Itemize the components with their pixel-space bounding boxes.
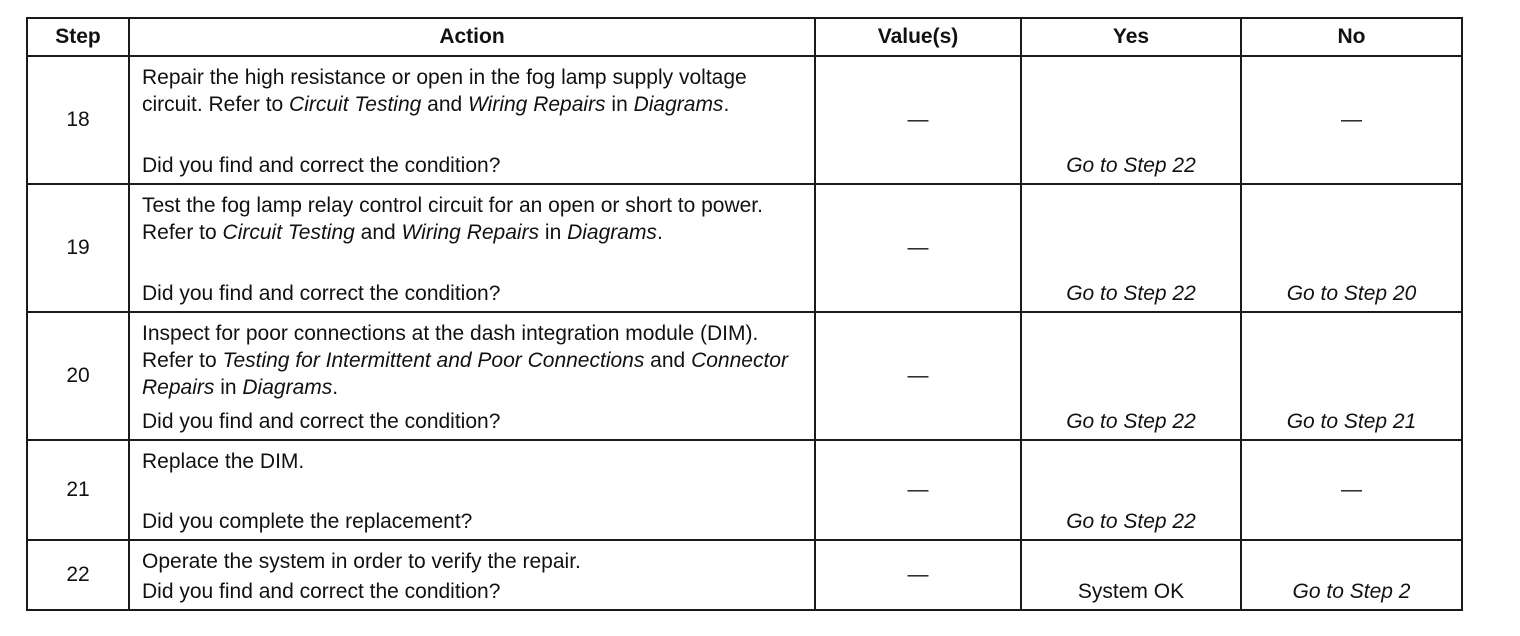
- reference-link: Circuit Testing: [222, 221, 355, 244]
- reference-link: Connector Repairs: [142, 349, 788, 399]
- header-action: Action: [129, 18, 815, 56]
- table-row: [27, 56, 1462, 184]
- values-cell: [815, 56, 1021, 184]
- diagnostic-table: [26, 17, 1463, 611]
- reference-link: Diagrams: [633, 93, 724, 116]
- action-description: Repair the high resistance or open in the fog lamp supply voltage circuit. Refer to Circuit Testing and Wiring Repairs in Diagrams.: [142, 66, 747, 116]
- reference-link: Diagrams: [567, 221, 657, 244]
- yes-cell: [1021, 184, 1241, 312]
- action-description: Inspect for poor connections at the dash integration module (DIM). Refer to Testing for Intermittent and Poor Connections and Connector Repairs in Diagrams.: [142, 322, 788, 399]
- step-number: 21: [27, 440, 129, 540]
- header-values: Value(s): [815, 18, 1021, 56]
- values-cell: [815, 540, 1021, 610]
- no-cell: [1241, 56, 1462, 184]
- empty-dash: —: [907, 563, 929, 586]
- empty-dash: —: [907, 478, 929, 501]
- header-yes: Yes: [1021, 18, 1241, 56]
- header-no: No: [1241, 18, 1462, 56]
- table-row: [27, 312, 1462, 440]
- yes-cell: [1021, 312, 1241, 440]
- table-row: [27, 184, 1462, 312]
- yes-result: Go to Step 22: [1066, 282, 1196, 305]
- reference-link: Wiring Repairs: [401, 221, 540, 244]
- values-cell: [815, 312, 1021, 440]
- yes-result: Go to Step 22: [1066, 510, 1196, 533]
- values-cell: [815, 184, 1021, 312]
- yes-cell: [1021, 540, 1241, 610]
- no-cell: [1241, 312, 1462, 440]
- action-question: Did you find and correct the condition?: [142, 154, 501, 177]
- reference-link: Wiring Repairs: [468, 93, 606, 116]
- no-result: Go to Step 2: [1292, 580, 1411, 603]
- reference-link: Diagrams: [242, 376, 333, 399]
- yes-cell: [1021, 56, 1241, 184]
- yes-result: Go to Step 22: [1066, 410, 1196, 433]
- reference-link: Testing for Intermittent and Poor Connections: [222, 349, 645, 372]
- header-row: [27, 18, 1462, 56]
- action-description: Operate the system in order to verify the repair.: [142, 550, 581, 573]
- table-row: [27, 440, 1462, 540]
- action-description: Replace the DIM.: [142, 450, 305, 473]
- action-cell: [129, 540, 815, 610]
- yes-result: Go to Step 22: [1066, 154, 1196, 177]
- empty-dash: —: [907, 108, 929, 131]
- no-result: Go to Step 20: [1286, 282, 1417, 305]
- action-question: Did you find and correct the condition?: [142, 580, 501, 603]
- step-number: 20: [27, 312, 129, 440]
- action-question: Did you complete the replacement?: [142, 510, 473, 533]
- action-question: Did you find and correct the condition?: [142, 282, 501, 305]
- no-result: Go to Step 21: [1286, 410, 1417, 433]
- step-number: 19: [27, 184, 129, 312]
- action-cell: [129, 56, 815, 184]
- table-row: [27, 540, 1462, 610]
- action-cell: [129, 184, 815, 312]
- empty-dash: —: [907, 236, 929, 259]
- header-step: Step: [27, 18, 129, 56]
- step-number: 22: [27, 540, 129, 610]
- reference-link: Circuit Testing: [289, 93, 422, 116]
- no-result: —: [1341, 478, 1362, 501]
- action-cell: [129, 312, 815, 440]
- yes-cell: [1021, 440, 1241, 540]
- action-question: Did you find and correct the condition?: [142, 410, 501, 433]
- no-cell: [1241, 440, 1462, 540]
- action-description: Test the fog lamp relay control circuit for an open or short to power. Refer to Circuit Testing and Wiring Repairs in Diagrams.: [142, 194, 763, 244]
- no-cell: [1241, 540, 1462, 610]
- no-cell: [1241, 184, 1462, 312]
- step-number: 18: [27, 56, 129, 184]
- yes-result: System OK: [1077, 580, 1185, 603]
- action-cell: [129, 440, 815, 540]
- no-result: —: [1341, 108, 1362, 131]
- empty-dash: —: [907, 364, 929, 387]
- values-cell: [815, 440, 1021, 540]
